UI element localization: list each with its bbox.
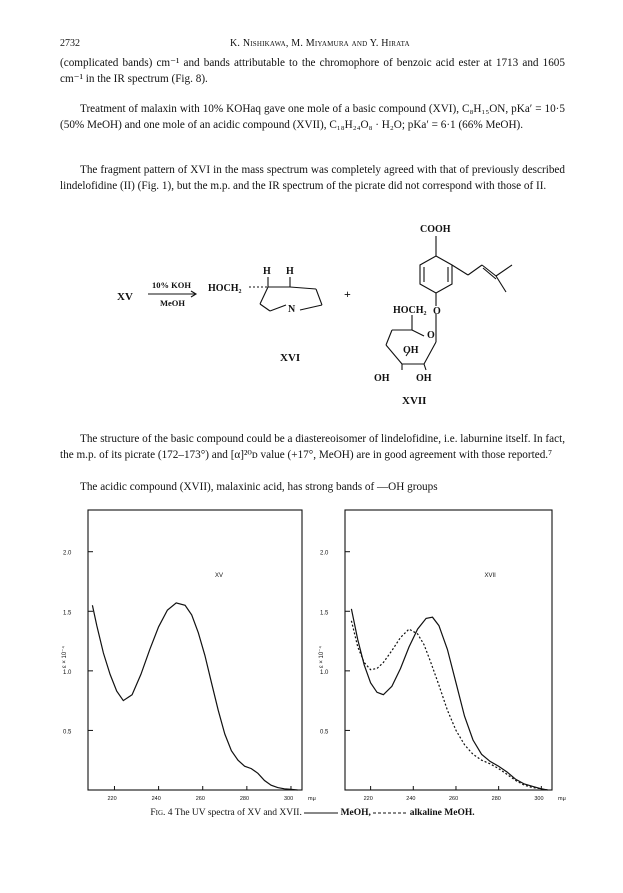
xvi-side-chain: HOCH₂ [208,283,242,294]
plot-frame-1 [88,510,302,790]
paragraph-basic-compound: The structure of the basic compound could be a diastereoisomer of lindelofidine, i.e. laburnine itself. In fact, the m.p. of its picrate (172–173°) and [α]²⁰ᴅ value (+17°, MeOH) are in good agreement with those reported.⁷ [60,433,565,461]
reagent-top: 10% KOH [152,280,191,290]
page-number: 2732 [60,38,80,49]
figure-number: Fig. 4 [150,808,173,818]
running-authors: K. Nishikawa, M. Miyamura and Y. Hirata [230,38,410,49]
xvi-h-left: H [263,266,271,277]
xvii-oh-mid: OH [403,345,419,356]
x-axis-unit: mμ [558,796,566,802]
x-tick-label: 300 [534,796,544,802]
xvii-o-ring: O [427,330,435,341]
reactant-label: XV [117,291,133,303]
xvi-h-right: H [286,266,294,277]
x-tick-label: 240 [151,796,161,802]
solid-line-sample [304,810,338,816]
x-tick-label: 300 [283,796,294,802]
xvii-oh-right: OH [416,373,432,384]
paragraph-acidic-compound: The acidic compound (XVII), malaxinic acid, has strong bands of —OH groups [80,481,438,493]
y-tick-label: 1.0 [320,669,329,676]
x-tick-label: 220 [107,796,117,802]
xvii-hoch2: HOCH₂ [393,305,427,316]
paragraph-fragment-pattern: The fragment pattern of XVI in the mass spectrum was completely agreed with that of previously described lindelofidine (II) (Fig. 1), but the m.p. and the IR spectrum of the picrate did not correspond with those of II. [60,164,565,192]
y-tick-label: 1.0 [63,669,72,676]
y-tick-label: 1.5 [63,610,72,617]
y-tick-label: 2.0 [63,550,72,557]
reagent-bottom: MeOH [160,298,186,308]
x-tick-label: 260 [195,796,205,802]
solid-legend-label: MeOH, [340,808,371,818]
panel-title: XV [215,573,224,579]
y-tick-label: 0.5 [320,729,329,736]
y-tick-label: 2.0 [320,550,329,557]
paragraph-treatment: Treatment of malaxin with 10% KOHaq gave one mole of a basic compound (XVI), C₈H₁₅ON, pKa′ = 10·5 (50% MeOH) and one mole of an acidic compound (XVII), C₁₈H₂₄O₈ · H₂O; pKa′ = 6·1 (66% MeOH). [60,103,565,131]
plus-sign: + [344,287,351,301]
dashed-line-sample [373,810,407,816]
dashed-legend-label: alkaline MeOH. [409,808,475,818]
xvii-label: XVII [402,395,427,407]
xvii-o-link: O [433,306,441,317]
y-axis-label: ε × 10⁻⁴ [62,646,68,668]
x-tick-label: 260 [448,796,459,802]
x-tick-label: 280 [491,796,501,802]
y-tick-label: 1.5 [320,610,329,617]
paragraph-ir-bands: (complicated bands) cm⁻¹ and bands attributable to the chromophore of benzoic acid ester at 1713 and 1605 cm⁻¹ in the IR spectrum (Fig. 8). [60,57,565,85]
x-axis-unit: mμ [308,796,316,802]
x-tick-label: 240 [406,796,416,802]
panel-title: XVII [484,573,496,579]
y-axis-label: ε × 10⁻⁴ [319,646,325,668]
xvi-label: XVI [280,352,301,364]
caption-text: The UV spectra of XV and XVII. [174,808,302,818]
dashed-spectrum-line-2 [351,621,547,790]
x-tick-label: 220 [363,796,373,802]
xvi-nitrogen: N [288,304,296,315]
solid-spectrum-line-1 [92,603,297,790]
x-tick-label: 280 [239,796,250,802]
solid-spectrum-line-2 [351,609,547,790]
xvii-oh-left: OH [374,373,390,384]
figure-caption [60,808,565,818]
y-tick-label: 0.5 [63,729,72,736]
xvii-cooh: COOH [420,224,451,235]
plot-frame-2 [345,510,552,790]
